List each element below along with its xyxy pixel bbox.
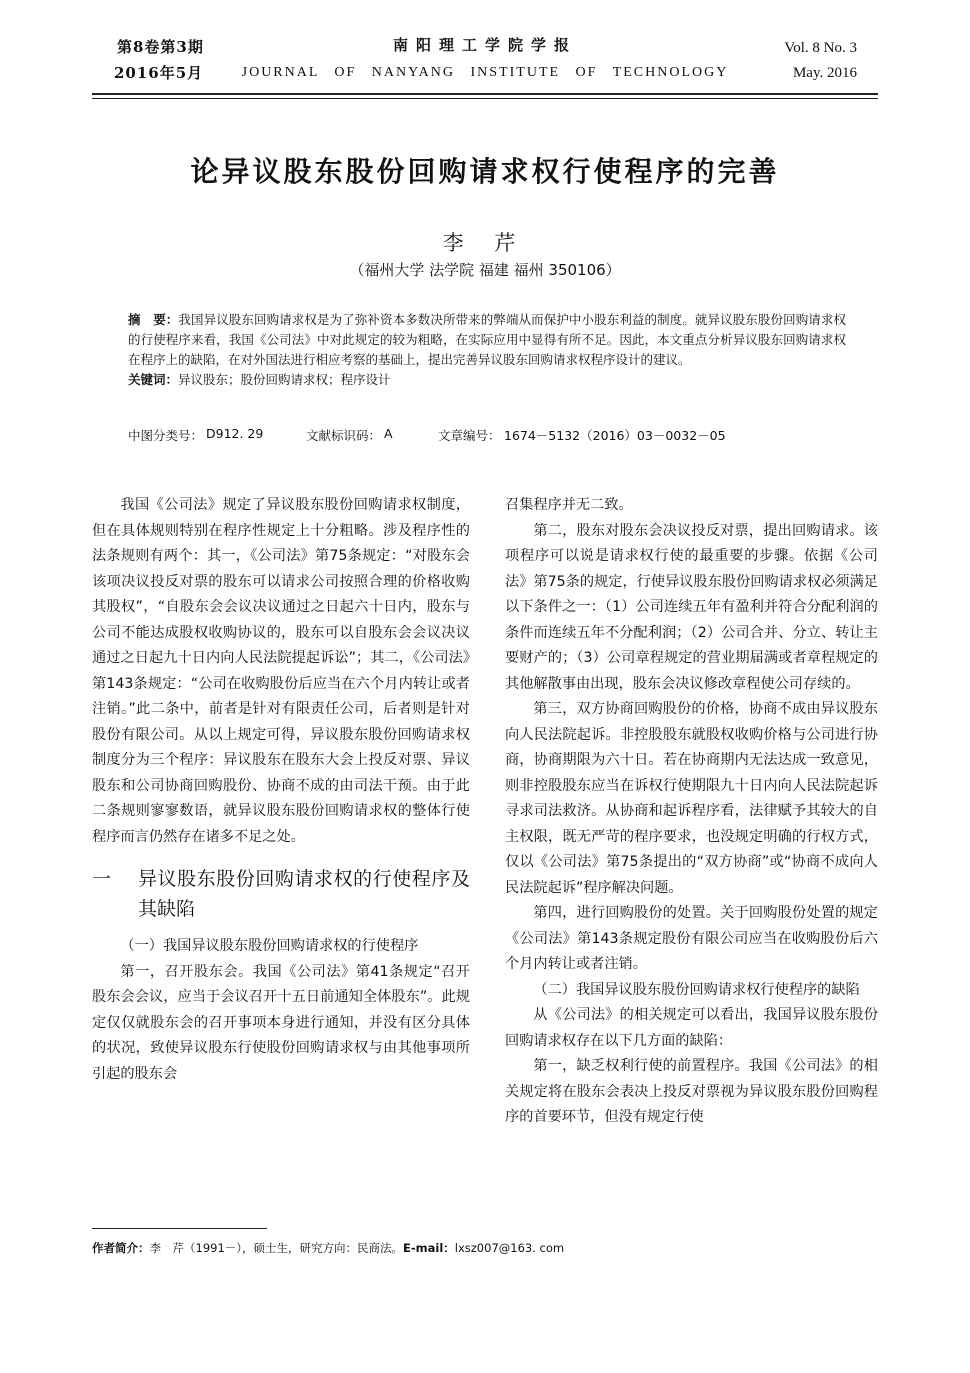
classification-row [128, 426, 846, 446]
article-no-value: 1674－5132（2016）03－0032－05 [504, 428, 726, 443]
footnote-rule [92, 1228, 267, 1229]
journal-name-cn: 南阳理工学院学报 [392, 36, 577, 54]
author-footnote [92, 1240, 564, 1256]
paragraph: 第二，股东对股东会决议投反对票，提出回购请求。该项程序可以说是请求权行使的最重要的步骤。依据《公司法》第75条的规定，行使异议股东股份回购请求权必须满足以下条件之一：（1）公司连续五年有盈利并符合分配利润的条件而连续五年不分配利润；（2）公司合并、分立、转让主要财产的；（3）公司章程规定的营业期届满或者章程规定的其他解散事由出现，股东会决议修改章程使公司存续的。 [505, 522, 878, 692]
article-author: 李 芹 [442, 231, 528, 255]
journal-name-en: JOURNAL OF NANYANG INSTITUTE OF TECHNOLOGY [241, 65, 729, 80]
paragraph: 召集程序并无二致。 [505, 497, 633, 513]
subsection-heading-2: （二）我国异议股东股份回购请求权行使程序的缺陷 [533, 981, 860, 998]
footnote-label: 作者简介： [92, 1241, 150, 1255]
journal-volume-en: Vol. 8 No. 3 [784, 40, 857, 56]
header-rule-thick [92, 93, 878, 95]
paragraph: 第一，缺乏权利行使的前置程序。我国《公司法》的相关规定将在股东会表决上投反对票视为异议股东股份回购程序的首要环节，但没有规定行使 [505, 1058, 878, 1125]
clc-value: D912. 29 [206, 426, 264, 441]
doc-code-label: 文献标识码： [306, 428, 382, 443]
clc-label: 中图分类号： [128, 428, 204, 443]
body-right-column [505, 493, 878, 1131]
section-heading-1 [92, 864, 470, 924]
email-address: lxsz007@163. com [454, 1241, 565, 1255]
article-no-label: 文章编号： [438, 428, 501, 443]
section-number: 一 [92, 868, 112, 890]
email-label: E-mail： [403, 1241, 455, 1255]
subsection-heading-1: （一）我国异议股东股份回购请求权的行使程序 [120, 938, 419, 954]
keywords-label: 关键词： [128, 372, 179, 387]
footnote-text: 李 芹（1991－），硕士生，研究方向：民商法。 [149, 1241, 404, 1255]
paragraph: 第一，召开股东会。我国《公司法》第41条规定“召开股东会会议，应当于会议召开十五日前通知全体股东”。此规定仅仅就股东会的召开事项本身进行通知，并没有区分具体的状况，致使异议股东行使股份回购请求权与由其他事项所引起的股东会 [92, 963, 470, 1082]
paragraph: 我国《公司法》规定了异议股东股份回购请求权制度，但在具体规则特别在程序性规定上十分粗略。涉及程序性的法条规则有两个：其一，《公司法》第75条规定：“对股东会该项决议投反对票的股东可以请求公司按照合理的价格收购其股权”，“自股东会会议决议通过之日起六十日内，股东与公司不能达成股权收购协议的，股东可以自股东会会议决议通过之日起九十日内向人民法院提起诉讼”；其二，《公司法》第143条规定：“公司在收购股份后应当在六个月内转让或者注销。”此二条中，前者是针对有限责任公司，后者则是针对股份有限公司。从以上规定可得，异议股东股份回购请求权制度分为三个程序：异议股东在股东大会上投反对票、异议股东和公司协商回购股份、协商不成的由司法干预。由于此二条规则寥寥数语，就异议股东股份回购请求权的整体行使程序而言仍然存在诸多不足之处。 [92, 497, 470, 845]
paragraph: 第四，进行回购股份的处置。关于回购股份处置的规定《公司法》第143条规定股份有限公司应当在收购股份后六个月内转让或者注销。 [505, 905, 878, 972]
keywords: 异议股东；股份回购请求权；程序设计 [178, 372, 391, 387]
abstract-text: 我国异议股东回购请求权是为了弥补资本多数决所带来的弊端从而保护中小股东利益的制度。就异议股东股份回购请求权的行使程序来看，我国《公司法》中对此规定的较为粗略，在实际应用中显得有所不足。因此，本文重点分析异议股东回购请求权在程序上的缺陷，在对外国法进行相应考察的基础上，提出完善异议股东回购请求权程序设计的建议。 [128, 312, 846, 367]
paragraph: 第三，双方协商回购股份的价格，协商不成由异议股东向人民法院起诉。非控股股东就股权收购价格与公司进行协商，协商期限为六十日。若在协商期内无法达成一致意见，则非控股股东应当在诉权行使期限九十日内向人民法院起诉寻求司法救济。从协商和起诉程序看，法律赋予其较大的自主权限，既无严苛的程序要求，也没规定明确的行权方式，仅以《公司法》第75条提出的“双方协商”或“协商不成向人民法院起诉”程序解决问题。 [505, 701, 878, 896]
abstract-label: 摘 要： [128, 312, 179, 327]
abstract [128, 310, 846, 390]
paragraph: 从《公司法》的相关规定可以看出，我国异议股东股份回购请求权存在以下几方面的缺陷： [505, 1007, 878, 1049]
doc-code-value: A [384, 426, 393, 441]
header-rule-thin [92, 98, 878, 99]
journal-issue-cn: 第8卷第3期 [117, 38, 204, 56]
journal-date-cn: 2016年5月 [114, 64, 204, 82]
article-title: 论异议股东股份回购请求权行使程序的完善 [190, 155, 780, 188]
section-title: 异议股东股份回购请求权的行使程序及其缺陷 [138, 868, 470, 920]
body-left-column [92, 493, 470, 1087]
journal-date-en: May. 2016 [792, 65, 857, 81]
author-affiliation: （福州大学 法学院 福建 福州 350106） [349, 261, 621, 279]
